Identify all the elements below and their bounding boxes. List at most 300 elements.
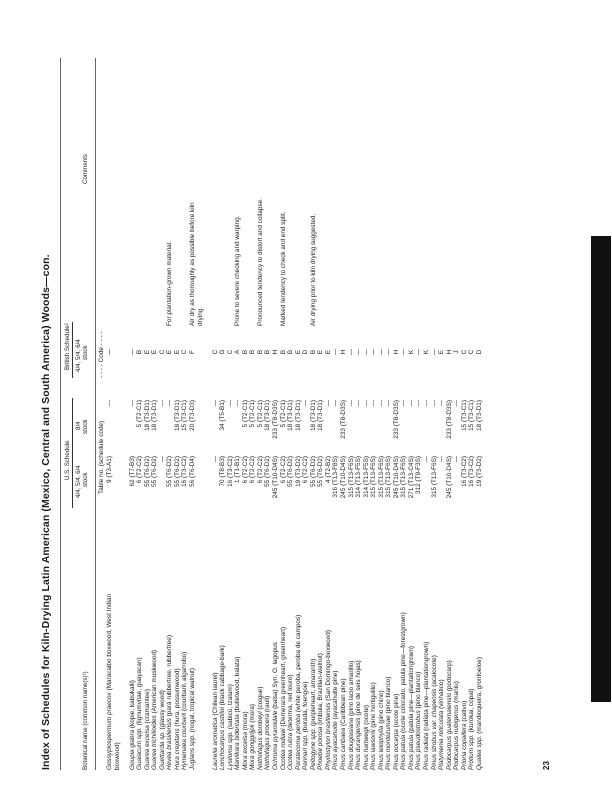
table-row: [348, 30, 356, 770]
british-code: —: [377, 348, 385, 356]
british-code: B: [256, 349, 264, 355]
common-name: (Chilean laurel): [211, 672, 219, 718]
common-name: (pino de seis hojas): [355, 660, 363, 718]
us-schedule-4-4: —: [453, 456, 461, 463]
table-row: [340, 30, 348, 770]
page-title: Index of Schedules for Kiln-Drying Latin American (Mexico, Central and South America) Woods—con.: [40, 254, 52, 770]
botanical-name: [325, 510, 333, 770]
us-schedule-8-4: —: [211, 400, 219, 407]
common-name: (kurokai, copal): [468, 688, 476, 735]
common-name: (acalocote): [430, 655, 438, 689]
scientific-name: Lonchocarpus castilloi: [219, 707, 227, 770]
botanical-name: [212, 510, 220, 770]
us-col1-heading: 4/4, 5/4, 6/4: [75, 465, 82, 498]
us-schedule-4-4: 4 (T2-B2): [324, 456, 332, 483]
us-schedule-heading: U.S. Schedule: [64, 440, 71, 480]
us-schedule-8-4: 5 (T2-C1): [241, 400, 249, 428]
us-schedule-8-4: 18 (T3-D1): [309, 400, 317, 431]
scientific-name: Pinus oocarpa: [392, 729, 400, 770]
us-schedule-8-4: 5 (T2-C1): [279, 400, 287, 428]
scientific-name: Hevea brasiliensis: [166, 718, 174, 770]
common-name: (balsa) Syn. O. lagopus: [272, 642, 280, 711]
us-schedule-8-4: 5 (T2-C1): [136, 400, 144, 428]
botanical-heading: Botanical name (common name(s)¹): [82, 671, 89, 770]
scientific-name: Pinus caribaea: [339, 727, 347, 770]
botanical-name: [378, 510, 386, 770]
table-row: [393, 30, 401, 770]
table-row: [212, 30, 220, 770]
british-code: —: [106, 348, 113, 356]
common-name: (American muskwood): [151, 649, 159, 716]
common-name: (purpleheart, amaranth): [309, 658, 317, 728]
scientific-name: Hymenaea courbaril: [181, 712, 189, 770]
common-name: (bulletwood, balata): [234, 656, 242, 715]
british-code: E: [294, 349, 302, 355]
us-schedule-8-4: —: [377, 400, 385, 407]
table-row: [378, 30, 386, 770]
scientific-name: Prioria copaifera: [460, 723, 468, 770]
botanical-name: [393, 510, 401, 770]
us-schedule-8-4: 18 (T3-D1): [143, 400, 151, 431]
us-schedule-4-4: 315 (T13-F6S): [377, 456, 385, 498]
table-row: [280, 30, 288, 770]
us-schedule-4-4: 55 (T6-D2): [287, 456, 295, 487]
table-row: [446, 30, 454, 770]
us-schedule-8-4: —: [234, 400, 242, 407]
us-schedule-4-4: 19 (T3-D2): [475, 456, 483, 487]
botanical-name: [446, 510, 454, 770]
botanical-name: [287, 510, 295, 770]
us-col2-heading: 8/4: [75, 421, 82, 430]
us-schedule-8-4: 15 (T3-C1): [460, 400, 468, 431]
common-name: (nogal, tropical walnut): [189, 668, 197, 735]
british-code: C: [468, 349, 476, 355]
us-schedule-8-4: 18 (T3-D1): [151, 400, 159, 431]
botanical-name: [348, 510, 356, 770]
us-schedule-4-4: 245 (T10-D4S): [272, 456, 280, 499]
british-code: D: [475, 349, 483, 355]
botanical-name: [408, 510, 416, 770]
comment: For plantation-grown material.: [166, 241, 174, 326]
us-schedule-4-4: 55 (T6-D2): [173, 456, 181, 487]
comment: Prone to severe checking and warping.: [234, 215, 242, 326]
table-row: [272, 30, 280, 770]
common-name: (imbuia, Brazilian-walnut): [317, 653, 325, 727]
us-schedule-4-4: 315 (T13-F6S): [385, 456, 393, 498]
us-schedule-4-4: 56 (T6-D4): [189, 456, 197, 487]
scientific-name: Lysiloma spp.: [226, 731, 234, 770]
us-schedule-4-4: 245 (T10-D4S): [339, 456, 347, 499]
us-schedule-8-4: 34 (T5-B1): [219, 400, 227, 431]
botanical-name: [370, 510, 378, 770]
table-row: [264, 30, 272, 770]
us-schedule-4-4: 315 (T13-F6S): [370, 456, 378, 498]
us-schedule-4-4: 70 (T8-B3): [219, 456, 227, 487]
table-row: [438, 30, 446, 770]
us-schedule-4-4: 6 (T2-C2): [256, 456, 264, 484]
british-code: —: [347, 348, 355, 356]
comment: Air dry as thoroughly as possible before kiln: [189, 202, 197, 326]
scientific-name: Ochroma pyramidale: [272, 710, 280, 770]
table-row: [431, 30, 439, 770]
british-code: H: [339, 349, 347, 355]
british-code: E: [143, 349, 151, 355]
common-name: (ocote pine): [392, 693, 400, 730]
botanical-name: [431, 510, 439, 770]
british-code: B: [136, 349, 144, 355]
british-code: K: [422, 349, 430, 355]
british-code: K: [407, 349, 415, 355]
british-code: —: [128, 348, 136, 356]
table-no-label: Table no. (schedule code): [98, 420, 105, 494]
us-schedule-8-4: —: [332, 400, 340, 407]
british-code: G: [219, 349, 227, 355]
british-code: —: [332, 348, 340, 356]
comment: drying.: [196, 306, 204, 326]
botanical-name: [106, 510, 114, 770]
us-schedule-8-4: —: [415, 400, 423, 407]
us-schedule-4-4: 316 (T13-F8S): [332, 456, 340, 498]
schedule-table: [106, 30, 483, 770]
us-schedule-4-4: 245 (T10-D4S): [445, 456, 453, 499]
table-row: [257, 30, 265, 770]
scientific-name: Goupia glabra: [128, 729, 136, 770]
us-schedule-4-4: 55 (T6-D2): [151, 456, 159, 487]
scientific-name: Phyllostylon brasiliensis: [324, 702, 332, 770]
botanical-name: [280, 510, 288, 770]
british-code: F: [189, 350, 197, 354]
common-name: (Demerara greenheart, greenheart): [279, 626, 287, 729]
us-schedule-8-4: —: [385, 400, 393, 407]
scientific-name: Qualea spp.: [475, 735, 483, 770]
table-row: [332, 30, 340, 770]
us-schedule-4-4: 6 (T2-C2): [279, 456, 287, 484]
botanical-name: [227, 510, 235, 770]
british-code: C: [211, 349, 219, 355]
common-name: (pino lacio amarillo): [347, 660, 355, 718]
british-code: E: [324, 349, 332, 355]
botanical-name: [249, 510, 257, 770]
british-code: H: [392, 349, 400, 355]
comment: Air drying prior to kiln drying suggested.: [309, 213, 317, 326]
us-schedule-8-4: 18 (T3-D1): [475, 400, 483, 431]
us-schedule-8-4: 20 (T3-D3): [189, 400, 197, 431]
scientific-name: Ocotea rubra: [287, 732, 295, 770]
scientific-name: Manilkara bidentata: [234, 714, 242, 770]
botanical-name: [166, 510, 174, 770]
us-schedule-4-4: 6 (T2-C2): [241, 456, 249, 484]
scientific-name: Paratecoma peroba: [294, 713, 302, 770]
british-code: —: [355, 348, 363, 356]
british-code: —: [415, 348, 423, 356]
common-name: boxwood): [113, 742, 121, 770]
us-schedule-8-4: —: [226, 400, 234, 407]
common-name: (cramantee): [143, 689, 151, 726]
scientific-name: Guettarda sp.: [158, 731, 166, 770]
scientific-name: Ocotea rodiaei: [279, 728, 287, 770]
common-name: (mora): [249, 703, 257, 725]
botanical-name: [415, 510, 423, 770]
british-code: B: [264, 349, 272, 355]
botanical-name: [310, 510, 318, 770]
table-row: [106, 30, 114, 770]
us-schedule-8-4: 18 (T3-D1): [317, 400, 325, 431]
common-name: (Caribbean pine): [339, 678, 347, 728]
us-schedule-4-4: 312 (T9-F3S): [415, 456, 423, 495]
table-row: [189, 30, 197, 770]
us-schedule-8-4: 18 (T3-D1): [173, 400, 181, 431]
common-name: (pino blanco): [385, 676, 393, 716]
scientific-name: Pinus strobus var. chapensis: [430, 688, 438, 770]
botanical-name: [461, 510, 469, 770]
botanical-name: [453, 510, 461, 770]
table-row: [242, 30, 250, 770]
common-name: (maniú): [453, 681, 461, 705]
table-row: [144, 30, 152, 770]
scientific-name: Pinus leiophylla: [377, 725, 385, 770]
page-edge-tab: [591, 236, 611, 702]
common-name: (hura, possumwood): [173, 668, 181, 729]
scientific-name: Gossypiospermum praecox: [106, 692, 113, 770]
botanical-name: [385, 510, 393, 770]
british-code: E: [151, 349, 159, 355]
scientific-name: Guarea trichilioides: [151, 715, 159, 770]
scientific-name: Mora gonggrijpii: [249, 724, 257, 770]
us-schedule-4-4: 315 (T13-F6S): [430, 456, 438, 498]
us-schedule-4-4: 62 (T7-B3): [128, 456, 136, 487]
table-row: [227, 30, 235, 770]
us-schedule-8-4: —: [400, 400, 408, 407]
british-code: B: [279, 349, 287, 355]
table-row: [197, 30, 205, 770]
british-code: E: [173, 349, 181, 355]
us-schedule-8-4: 18 (T3-D1): [264, 400, 272, 431]
us-schedule-4-4: —: [158, 456, 166, 463]
botanical-name: [332, 510, 340, 770]
scientific-name: Phoebe porosa: [317, 726, 325, 770]
botanical-name: [234, 510, 242, 770]
british-code: H: [445, 349, 453, 355]
page-number: 23: [542, 761, 551, 770]
botanical-name: [295, 510, 303, 770]
common-name: (lignumvitae, guayacan): [136, 657, 144, 728]
scientific-name: Laurelia aromatica: [211, 717, 219, 770]
common-name: (vinhatico): [438, 679, 446, 711]
scientific-name: Pinus ayacahuite: [332, 721, 340, 770]
us-schedule-8-4: —: [362, 400, 370, 407]
us-schedule-4-4: 314 (T13-F5S): [355, 456, 363, 498]
british-code: B: [241, 349, 249, 355]
table-row: [423, 30, 431, 770]
common-name: (Maracaibo boxwood, West Indian: [106, 593, 113, 693]
botanical-name: [340, 510, 348, 770]
us-schedule-8-4: —: [166, 400, 174, 407]
british-code: C: [181, 349, 189, 355]
common-name: (pino blanco): [415, 671, 423, 711]
british-code: C: [226, 349, 234, 355]
scientific-name: Pinus douglasiana: [347, 717, 355, 770]
botanical-name: [136, 510, 144, 770]
table-row: [249, 30, 257, 770]
botanical-name: [302, 510, 310, 770]
us-schedule-8-4: —: [347, 400, 355, 407]
botanical-name: [400, 510, 408, 770]
us-schedule-8-4: —: [106, 400, 113, 407]
us-schedule-4-4: —: [211, 456, 219, 463]
british-code: —: [370, 348, 378, 356]
common-name: (coigue): [256, 686, 264, 712]
common-name: (burada, foengoe): [302, 681, 310, 735]
us-schedule-4-4: 55 (T6-D2): [143, 456, 151, 487]
us-schedule-8-4: 233 (T8-D3S): [392, 400, 400, 439]
scientific-name: Mora excelsa: [241, 731, 249, 770]
table-row: [476, 30, 484, 770]
table-row: [363, 30, 371, 770]
table-row: [415, 30, 423, 770]
table-row: [129, 30, 137, 770]
british-code: H: [272, 349, 280, 355]
botanical-name: [129, 510, 137, 770]
botanical-name: [174, 510, 182, 770]
table-row: [310, 30, 318, 770]
botanical-name: [144, 510, 152, 770]
us-schedule-8-4: 15 (T3-C1): [181, 400, 189, 431]
us-schedule-8-4: —: [324, 400, 332, 407]
us-schedule-4-4: 16 (T3-C2): [468, 456, 476, 487]
table-row: [166, 30, 174, 770]
common-name: (mora): [241, 711, 249, 732]
botanical-name: [257, 510, 265, 770]
scientific-name: Pinus durangensis: [355, 717, 363, 770]
table-row: [355, 30, 363, 770]
common-name: (mandioqueira, gronfoeloe): [475, 657, 483, 736]
table-row: [461, 30, 469, 770]
scientific-name: Hura crepitans: [173, 728, 181, 770]
table-row: [114, 30, 122, 770]
british-code: —: [362, 348, 370, 356]
us-schedule-4-4: 315 (T13-F6S): [400, 456, 408, 498]
botanical-name: [476, 510, 484, 770]
us-schedule-8-4: —: [430, 400, 438, 407]
botanical-name: [423, 510, 431, 770]
us-schedule-8-4: 15 (T3-C1): [468, 400, 476, 431]
us-schedule-4-4: —: [422, 456, 430, 463]
common-name: (glassy wood): [158, 690, 166, 732]
british-code: E: [166, 349, 174, 355]
us-schedule-4-4: 6 (T2-C2): [249, 456, 257, 484]
br-col-stock: stock: [82, 345, 89, 360]
common-name: (determa, red louro): [287, 674, 295, 733]
botanical-name: [317, 510, 325, 770]
us-schedule-4-4: 55 (T6-D2): [264, 456, 272, 487]
botanical-name: [151, 510, 159, 770]
scientific-name: Pinus patula: [407, 734, 415, 770]
table-row: [468, 30, 476, 770]
common-name: (radiata pine—plantationgrown): [422, 641, 430, 733]
botanical-name: [189, 510, 197, 770]
table-header: [61, 30, 95, 770]
common-name: (San Domingo-boxwood): [324, 630, 332, 703]
table-row: [302, 30, 310, 770]
scientific-name: Pinus hartwegii: [362, 726, 370, 770]
common-name: (ocote colorado, patula pine—forestgrown): [400, 612, 408, 735]
table-row: [174, 30, 182, 770]
us-schedule-4-4: 55 (T6-D2): [317, 456, 325, 487]
scientific-name: Pinus patula: [400, 734, 408, 770]
common-name: (kopie, kabukalli): [128, 680, 136, 730]
british-code: —: [400, 348, 408, 356]
table-row: [400, 30, 408, 770]
scientific-name: Parinari spp.: [302, 734, 310, 770]
scientific-name: Pinus pseudostrobus: [415, 710, 423, 770]
us-schedule-4-4: 19 (T3-D2): [294, 456, 302, 487]
scientific-name: Pinus radiata: [422, 732, 430, 770]
botanical-name: [272, 510, 280, 770]
common-name: (pará rubbertree, rubbertree): [166, 635, 174, 719]
british-code: —: [385, 348, 393, 356]
page-content: [40, 30, 483, 770]
common-name: (cativo): [460, 700, 468, 724]
us-schedule-8-4: —: [355, 400, 363, 407]
botanical-name: [159, 510, 167, 770]
table-row: [385, 30, 393, 770]
scientific-name: Peltogyne spp.: [309, 727, 317, 770]
us-schedule-4-4: 314 (T13-F5S): [362, 456, 370, 498]
table-no-row: [96, 30, 106, 770]
british-code: —: [430, 348, 438, 356]
us-schedule-8-4: 233 (T8-D3S): [445, 400, 453, 439]
scientific-name: Guaiacum spp.: [136, 727, 144, 770]
us-schedule-8-4: 233 (T8-D3S): [272, 400, 280, 439]
table-row: [151, 30, 159, 770]
british-subrule: [72, 322, 73, 378]
botanical-name: [114, 510, 122, 770]
us-schedule-4-4: 55 (T6-D2): [166, 456, 174, 487]
scientific-name: Pinus lawsonii: [370, 729, 378, 770]
british-code: B: [249, 349, 257, 355]
us-schedule-8-4: 233 (T8-D3S): [339, 400, 347, 439]
us-schedule-8-4: —: [370, 400, 378, 407]
common-name: (ocote): [362, 704, 370, 727]
common-name: (podocarp): [445, 660, 453, 693]
us-schedule-4-4: 55 (T6-D2): [309, 456, 317, 487]
common-name: (sabicú, tzalam): [226, 684, 234, 732]
table-row: [219, 30, 227, 770]
table-row: [453, 30, 461, 770]
us-schedule-4-4: 16 (T3-C2): [226, 456, 234, 487]
botanical-name: [468, 510, 476, 770]
comment: Pronounced tendency to distort and collapse.: [256, 198, 264, 326]
botanical-name: [438, 510, 446, 770]
botanical-name: [264, 510, 272, 770]
british-schedule-heading: British Schedule²: [64, 323, 71, 370]
us-schedule-8-4: —: [158, 400, 166, 407]
us-schedule-8-4: 5 (T2-C1): [249, 400, 257, 428]
us-schedule-8-4: 18 (T3-D1): [287, 400, 295, 431]
common-name: (pino chino): [377, 690, 385, 726]
us-col1-stock: stock: [82, 472, 89, 487]
common-name: (black cabbage-bark): [219, 645, 227, 708]
british-code: J: [453, 350, 461, 354]
botanical-name: [242, 510, 250, 770]
scientific-name: Podocarpus guatemalensis: [445, 692, 453, 770]
us-schedule-4-4: 315 (T13-F6S): [347, 456, 355, 498]
us-schedule-4-4: 16 (T3-C2): [460, 456, 468, 487]
british-code: B: [287, 349, 295, 355]
table-row: [136, 30, 144, 770]
us-col2-stock: stock: [82, 419, 89, 434]
british-code: B: [309, 349, 317, 355]
